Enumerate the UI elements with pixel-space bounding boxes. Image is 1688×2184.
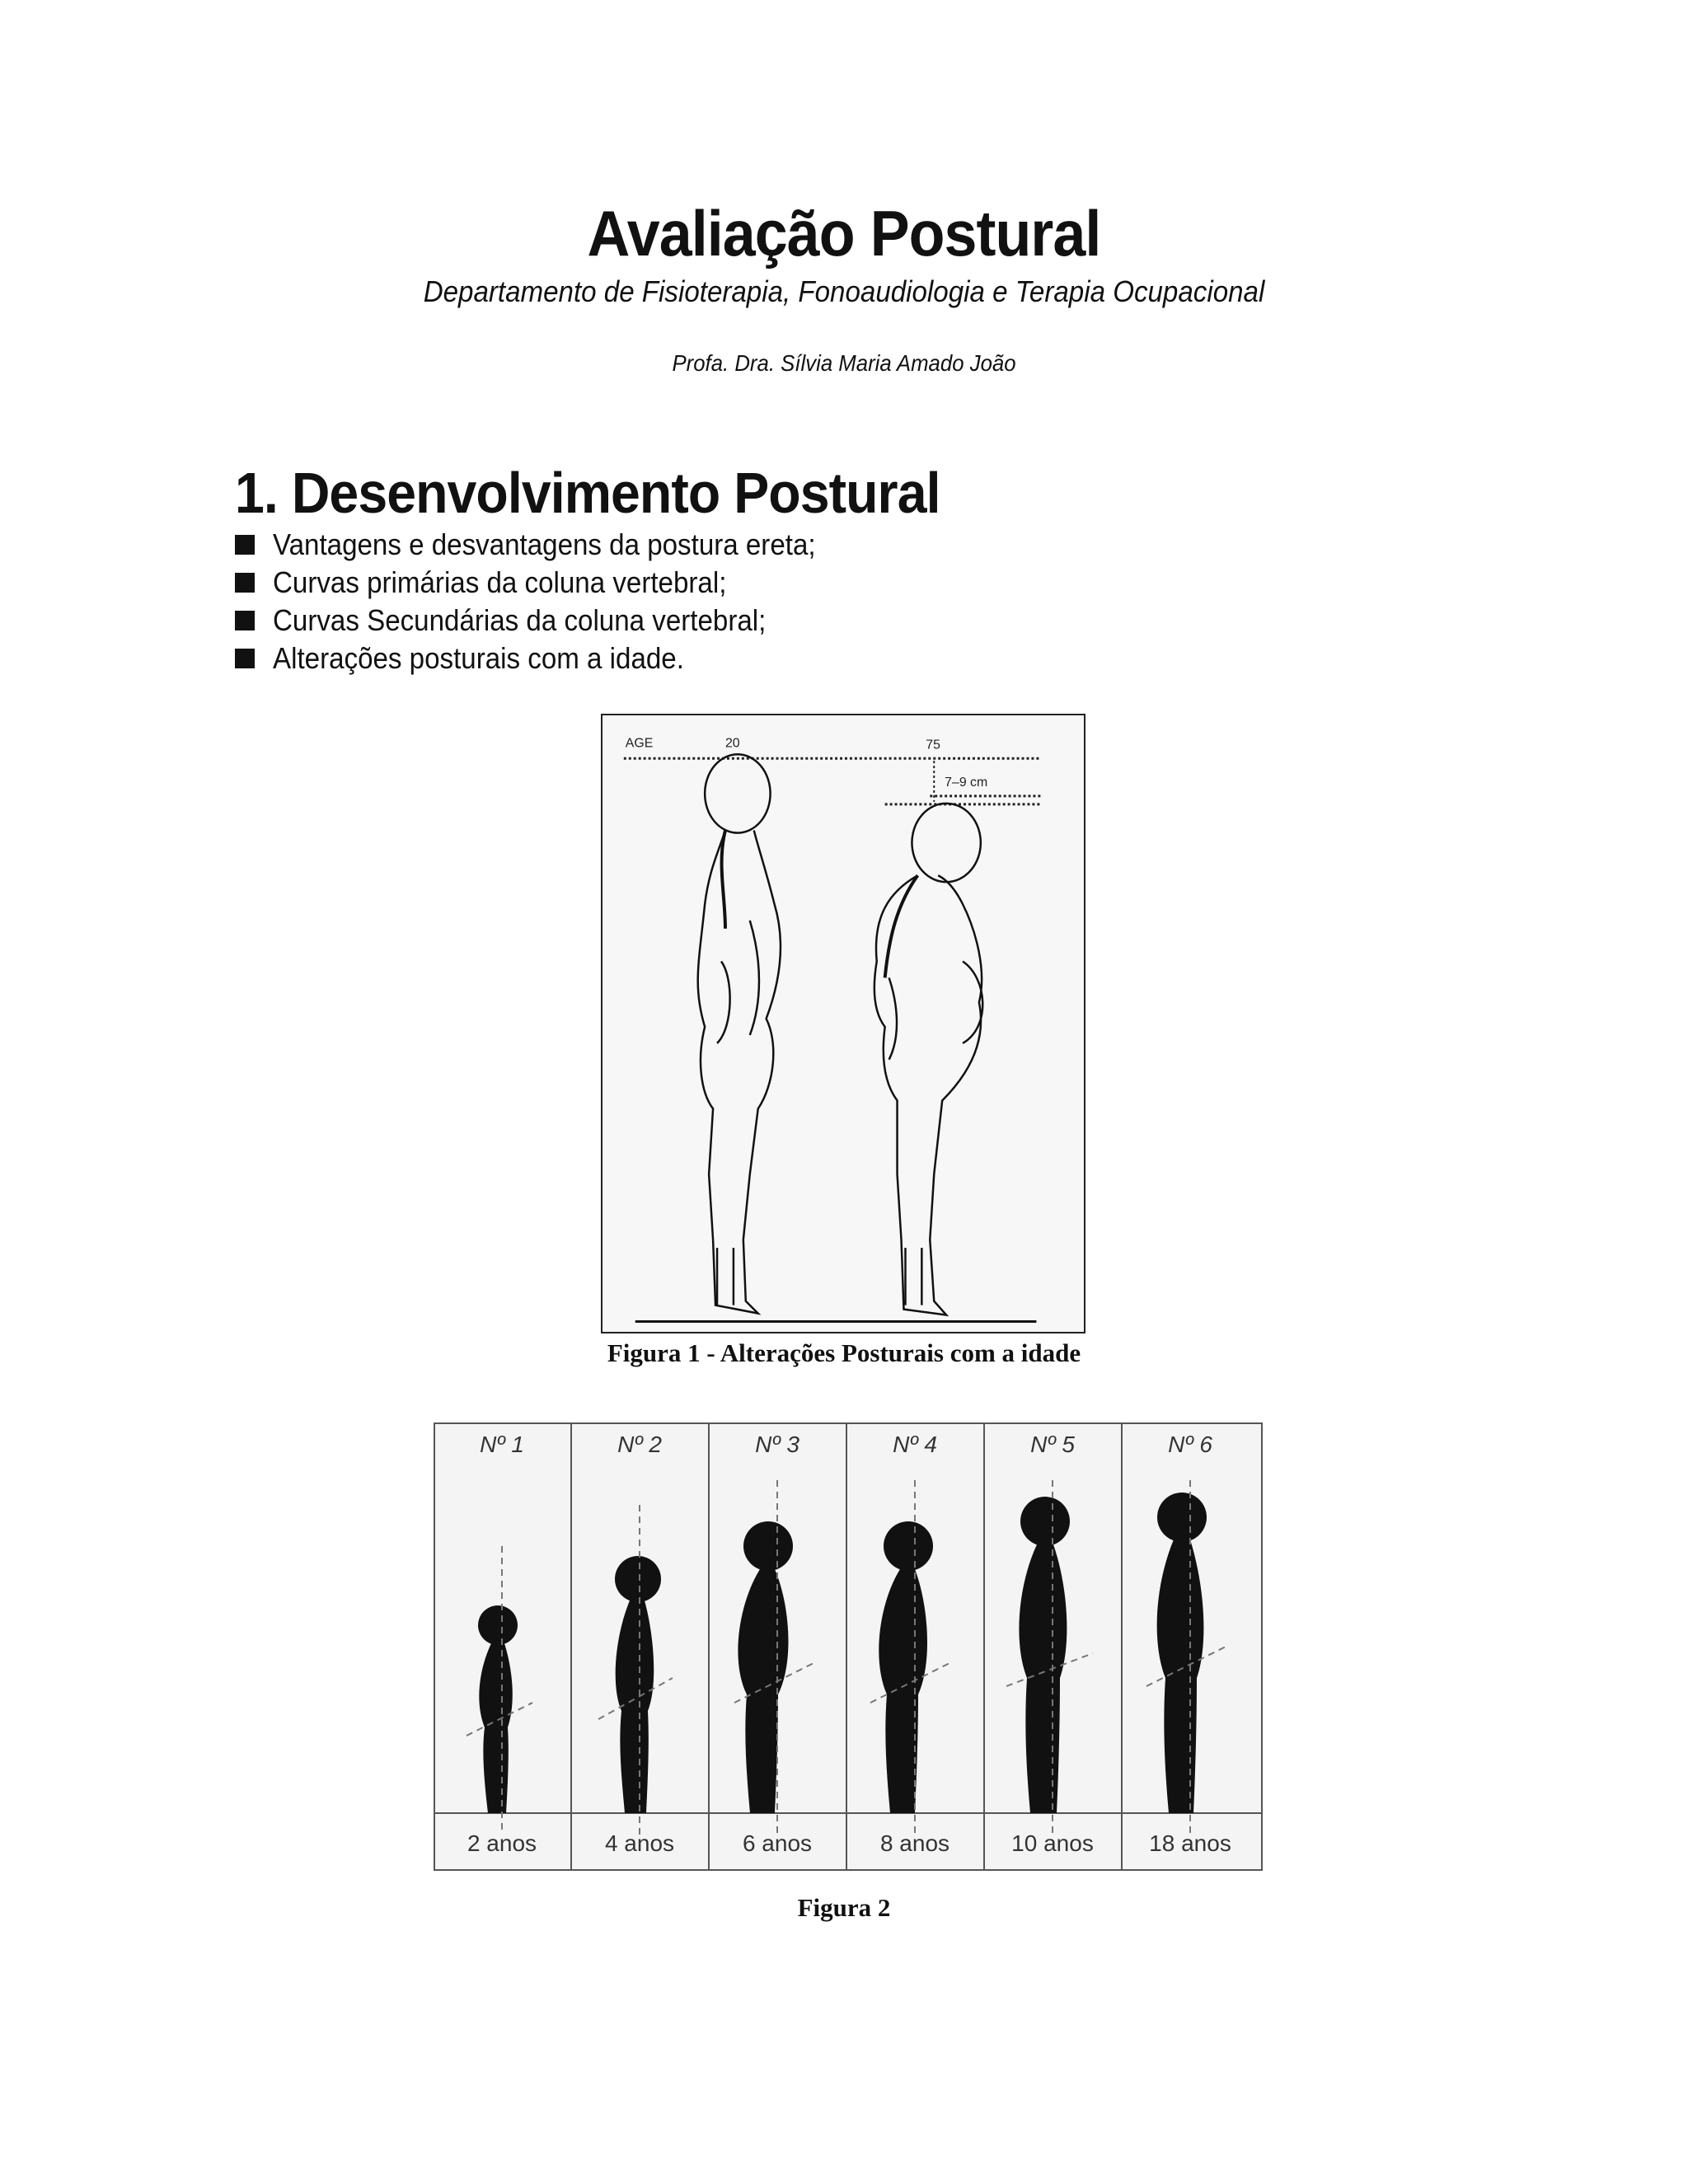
square-bullet-icon [235,535,255,555]
figure-1-posture-illustration [601,714,1085,1333]
square-bullet-icon [235,611,255,630]
panel-2-number: Nº 2 [617,1432,662,1457]
department-subtitle: Departamento de Fisioterapia, Fonoaudiologia e Terapia Ocupacional [423,274,1265,308]
child-silhouette-5 [1019,1497,1070,1813]
child-silhouette-2 [615,1556,661,1813]
panel-4-number: Nº 4 [893,1432,937,1457]
young-figure [698,754,781,1313]
silhouettes [478,1493,1207,1813]
figure-2-caption: Figura 2 [797,1893,891,1922]
bullet-item: Vantagens e desvantagens da postura ereta; [235,526,863,564]
section-heading: 1. Desenvolvimento Postural [235,461,940,525]
figure-1-caption: Figura 1 - Alterações Posturais com a idade [607,1338,1081,1367]
child-silhouette-3 [738,1521,793,1813]
height-loss-label: 7–9 cm [945,775,988,790]
bullet-item: Alterações posturais com a idade. [235,640,863,677]
author-name: Profa. Dra. Sílvia Maria Amado João [672,350,1016,376]
child-silhouette-6 [1157,1493,1207,1813]
posture-development-drawing [434,1422,1263,1871]
panel-5-age: 10 anos [1011,1830,1094,1856]
panel-5-number: Nº 5 [1030,1432,1075,1457]
panel-2-age: 4 anos [604,1830,675,1856]
panel-1-age: 2 anos [467,1830,537,1856]
bullet-item: Curvas primárias da coluna vertebral; [235,564,863,602]
panel-1-number: Nº 1 [480,1432,524,1457]
page-title: Avaliação Postural [587,197,1101,269]
panel-6-age: 18 anos [1149,1830,1231,1856]
figure-2-posture-development [434,1422,1263,1871]
panel-6-number: Nº 6 [1168,1432,1212,1457]
old-figure [874,804,983,1315]
bullet-list [235,526,863,677]
child-silhouette-4 [879,1521,933,1813]
panel-3-age: 6 anos [742,1830,813,1856]
age-old-label: 75 [926,738,940,752]
age-label: AGE [625,736,654,751]
panel-3-number: Nº 3 [755,1432,799,1457]
square-bullet-icon [235,649,255,668]
age-young-label: 20 [724,736,740,751]
posture-age-drawing [603,715,1084,1332]
square-bullet-icon [235,573,255,593]
child-silhouette-1 [478,1605,518,1813]
panel-4-age: 8 anos [879,1830,950,1856]
figure-2-frame [434,1423,1262,1870]
bullet-item: Curvas Secundárias da coluna vertebral; [235,602,863,640]
